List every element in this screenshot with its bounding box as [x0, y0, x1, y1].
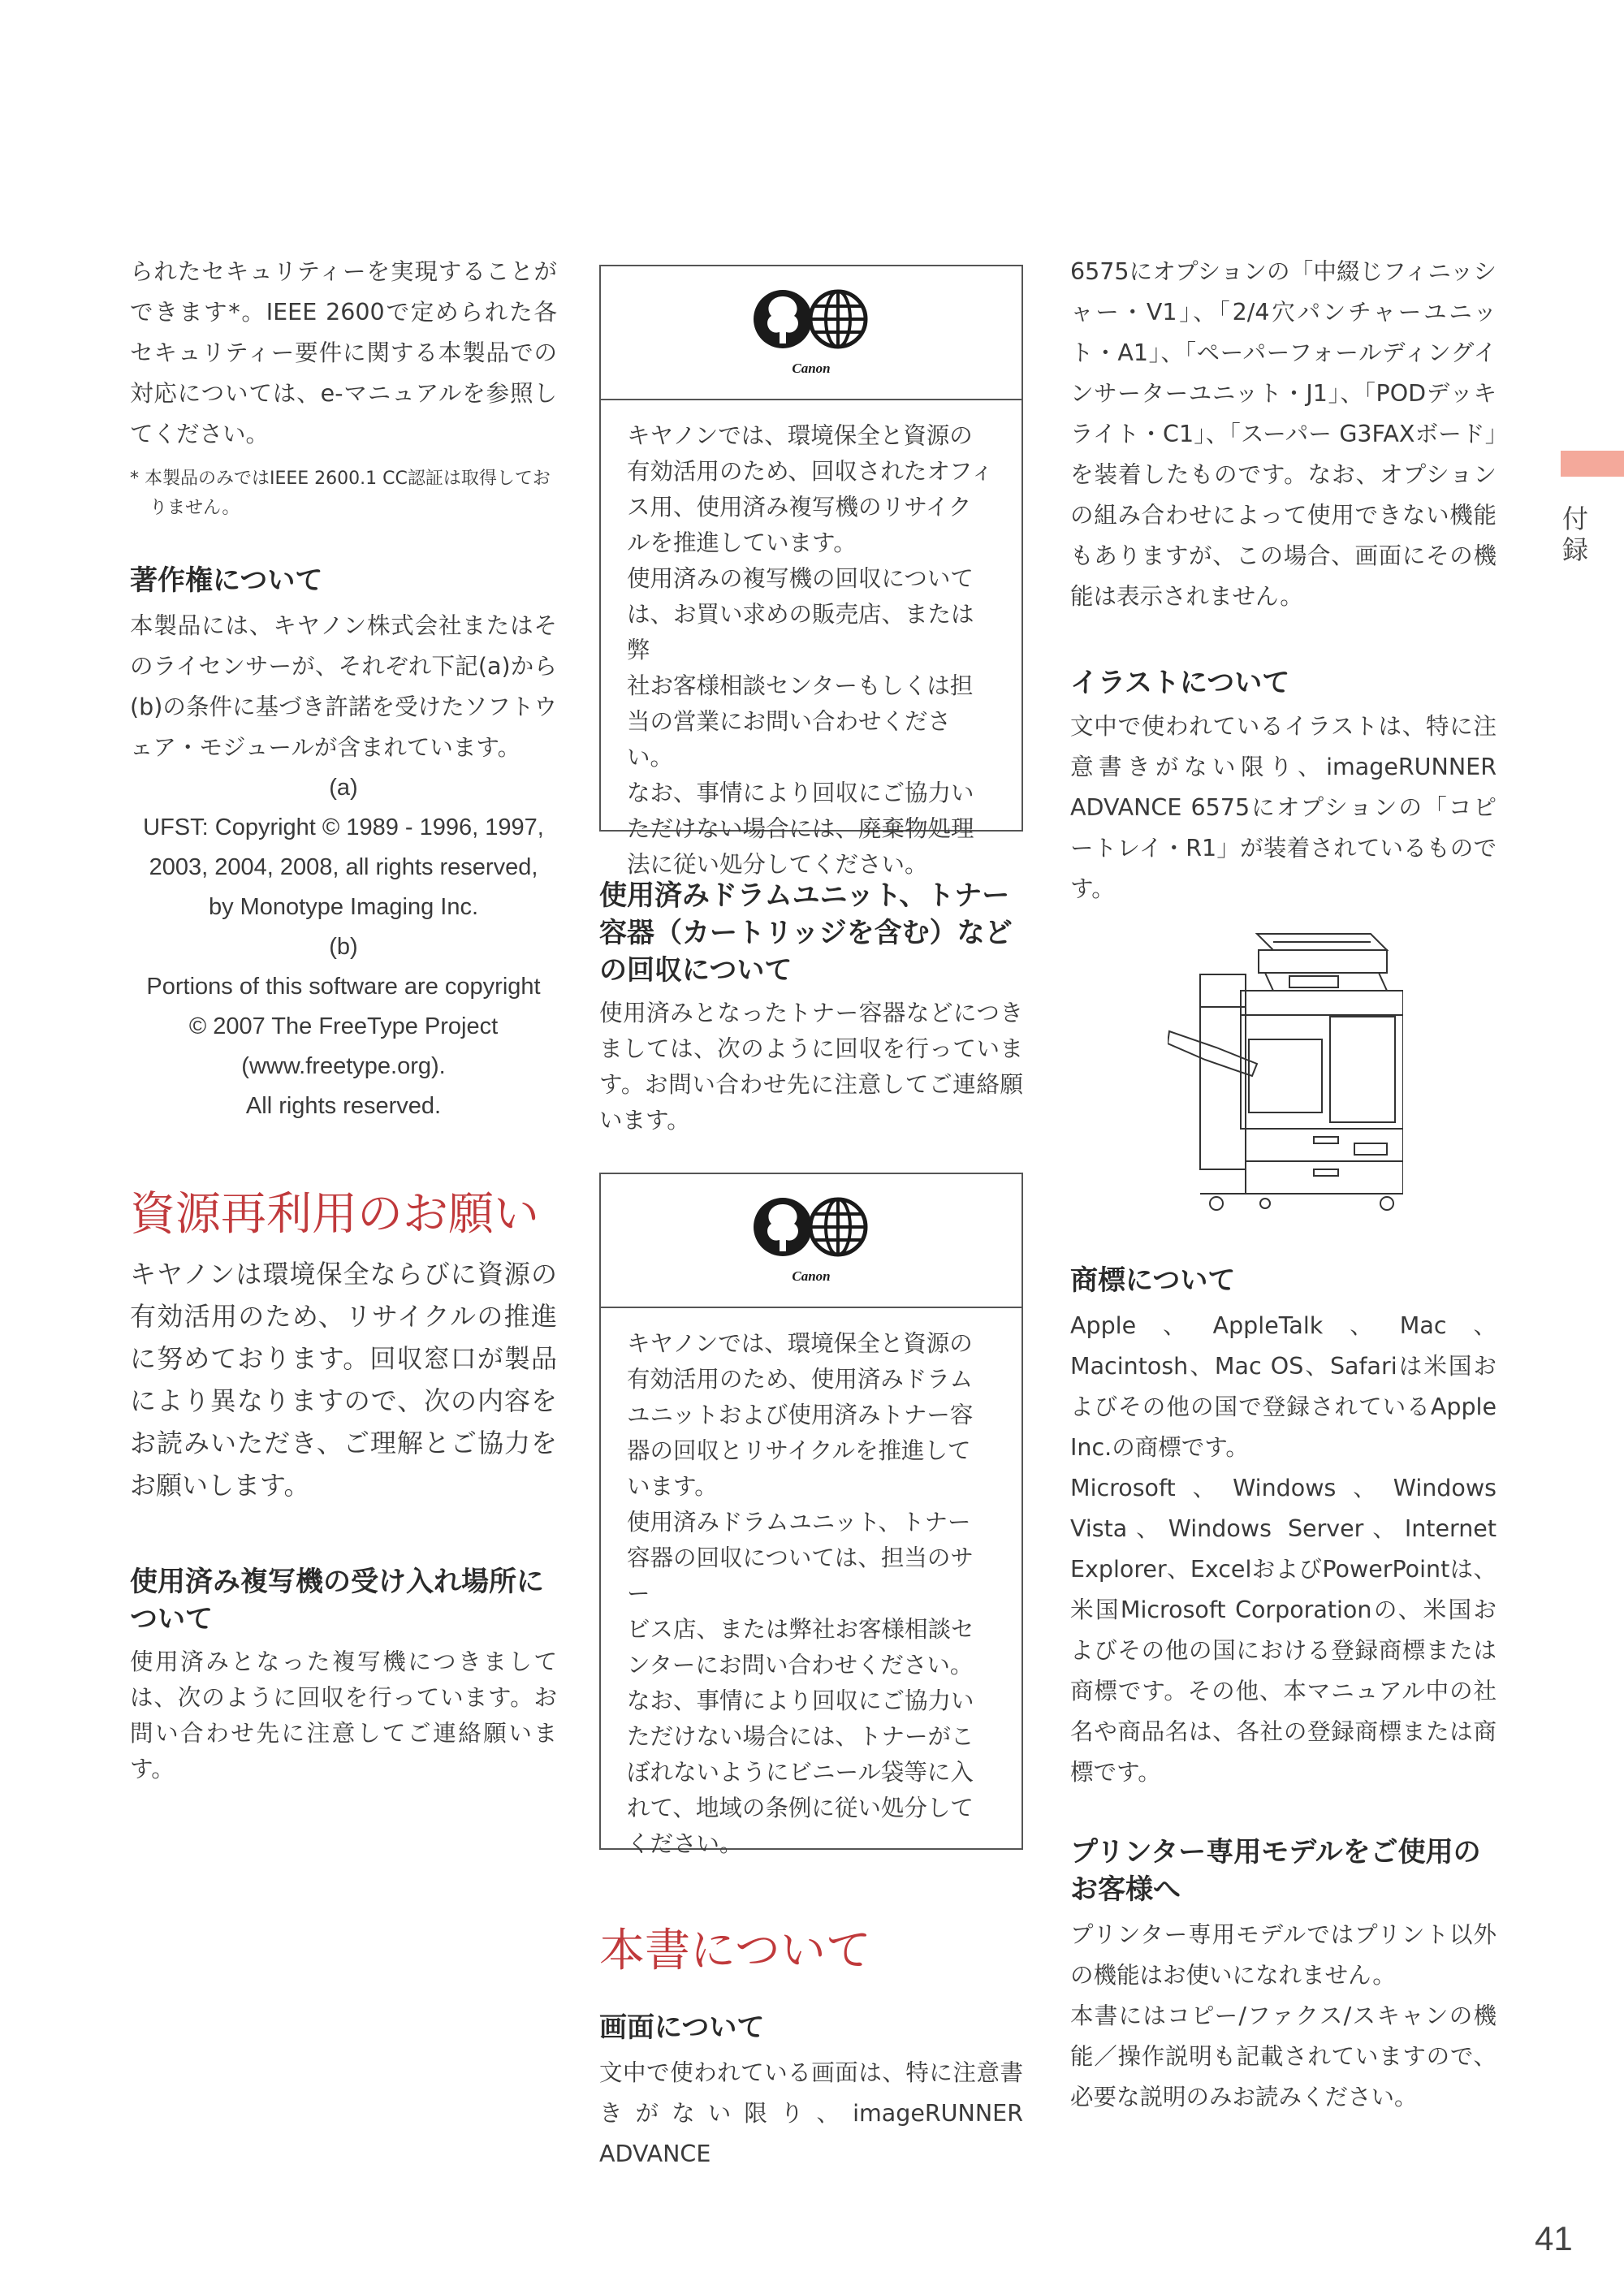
- credit-line: © 2007 The FreeType Project: [188, 1013, 499, 1039]
- appendix-tab-label: 付録: [1561, 503, 1588, 565]
- box-line: います。: [627, 1473, 718, 1500]
- copier-body: 使用済みとなった複写機につきましては、次のように回収を行っています。お問い合わせ先に注意してご連絡願います。: [130, 1648, 557, 1782]
- trademark-body-2: Microsoft、Windows、Windows Vista、Windows Server、Internet Explorer、ExcelおよびPowerPointは、米国Microsoft Corporationの、米国およびその他の国における登録商標または商標です。その他、本マニュアル中の社名や商品名は、各社の登録商標または商標です。: [1070, 1475, 1497, 1786]
- credit-line: by Monotype Imaging Inc.: [208, 894, 479, 920]
- continued-paragraph: 6575にオプションの「中綴じフィニッシャー・V1」、「2/4穴パンチャーユニット・A1」、「ペーパーフォールディングインサーターユニット・J1」、「PODデッキライト・C1」、「スーパー G3FAXボード」を装着したものです。なお、オプションの組み合わせによって使用できない機能もありますが、この場合、画面にその機能は表示されません。: [1070, 258, 1497, 610]
- box-line: なお、事情により回収にご協力い: [627, 780, 974, 806]
- box-line: キヤノンでは、環境保全と資源の: [627, 422, 973, 449]
- copier-heading: 使用済み複写機の受け入れ場所について: [130, 1566, 544, 1635]
- box-line: ください。: [627, 1830, 743, 1857]
- copyright-body: 本製品には、キヤノン株式会社またはそのライセンサーが、それぞれ下記(a)から(b)の条件に基づき許諾を受けたソフトウェア・モジュールが含まれています。: [130, 612, 557, 761]
- credits-block: [130, 768, 557, 1126]
- credit-line: (a): [329, 775, 358, 801]
- box-line: 容器の回収については、担当のサー: [627, 1544, 974, 1607]
- page-number: 41: [1535, 2219, 1573, 2257]
- drum-heading: 使用済みドラムユニット、トナー容器（カートリッジを含む）などの回収について: [599, 879, 1013, 987]
- printer-body-1: プリンター専用モデルではプリント以外の機能はお使いになれません。: [1070, 1921, 1497, 1989]
- screen-body: 文中で使われている画面は、特に注意書きがない限り、imageRUNNER ADVANCE: [599, 2059, 1023, 2167]
- box-line: ビス店、または弊社お客様相談セ: [627, 1616, 974, 1643]
- box-line: れて、地域の条例に従い処分して: [627, 1795, 974, 1821]
- credit-line: (b): [329, 934, 358, 960]
- recycle-logo-icon: [750, 1193, 872, 1289]
- credit-line: (www.freetype.org).: [241, 1053, 446, 1079]
- trademark-body-1: Apple、AppleTalk、Mac、Macintosh、Mac OS、Safariは米国およびその他の国で登録されているApple Inc.の商標です。: [1070, 1312, 1497, 1461]
- canon-eco-logo: [601, 266, 1021, 400]
- intro-paragraph: られたセキュリティーを実現することができます*。IEEE 2600で定められた各セキュリティー要件に関する本製品での対応については、e-マニュアルを参照してください。: [130, 258, 557, 447]
- recycle-title: 資源再利用のお願い: [130, 1188, 539, 1241]
- copier-illustration: [1168, 926, 1403, 1216]
- box-line: ただけない場合には、トナーがこ: [627, 1723, 974, 1750]
- canon-logo-text: Canon: [792, 1268, 831, 1284]
- box-line: 使用済みドラムユニット、トナー: [627, 1509, 971, 1536]
- copier-machine-icon: [1168, 926, 1403, 1216]
- box-line: ぼれないようにビニール袋等に入: [627, 1759, 974, 1786]
- recycle-logo-icon: [750, 285, 872, 381]
- appendix-tab-marker: [1561, 451, 1624, 477]
- trademark-heading: 商標について: [1070, 1264, 1236, 1297]
- box-line: 使用済みの複写機の回収について: [627, 565, 974, 592]
- box-line: 器の回収とリサイクルを推進して: [627, 1437, 971, 1464]
- credit-line: Portions of this software are copyright: [146, 974, 541, 1000]
- box-line: ルを推進しています。: [627, 529, 857, 556]
- box-line: 社お客様相談センターもしくは担: [627, 672, 974, 699]
- credit-line: UFST: Copyright © 1989 - 1996, 1997,: [143, 814, 544, 840]
- box2-text: [601, 1308, 1021, 1883]
- canon-eco-logo: [601, 1174, 1021, 1308]
- footnote: * 本製品のみではIEEE 2600.1 CC認証は取得しておりません。: [130, 469, 551, 518]
- canon-logo-text: Canon: [792, 360, 831, 376]
- printer-body-2: 本書にはコピー/ファクス/スキャンの機能／操作説明も記載されていますので、必要な説明のみお読みください。: [1070, 2002, 1497, 2110]
- credit-line: 2003, 2004, 2008, all rights reserved,: [149, 854, 538, 880]
- copyright-heading: 著作権について: [130, 564, 323, 597]
- box-line: キヤノンでは、環境保全と資源の: [627, 1330, 973, 1357]
- box-line: ス用、使用済み複写機のリサイク: [627, 494, 972, 521]
- box-line: は、お買い求めの販売店、または弊: [627, 601, 974, 663]
- box-line: 有効活用のため、使用済みドラム: [627, 1366, 974, 1393]
- printer-heading: プリンター専用モデルをご使用のお客様へ: [1070, 1836, 1481, 1906]
- drum-body: 使用済みとなったトナー容器などにつきましては、次のように回収を行っています。お問い合わせ先に注意してご連絡願います。: [599, 1000, 1023, 1134]
- box-line: なお、事情により回収にご協力い: [627, 1687, 974, 1714]
- column-left: [130, 252, 557, 1787]
- about-title: 本書について: [599, 1925, 871, 1977]
- column-middle: [599, 265, 1023, 2175]
- box-line: 有効活用のため、回収されたオフィ: [627, 458, 994, 485]
- illust-body: 文中で使われているイラストは、特に注意書きがない限り、imageRUNNER ADVANCE 6575にオプションの「コピートレイ・R1」が装着されているものです。: [1070, 713, 1497, 902]
- column-right: [1070, 252, 1497, 2118]
- recycle-body: キヤノンは環境保全ならびに資源の有効活用のため、リサイクルの推進に努めております。回収窓口が製品により異なりますので、次の内容をお読みいただき、ご理解とご協力をお願いします。: [130, 1259, 557, 1501]
- recycle-box-copier: [599, 265, 1023, 878]
- recycle-box-toner: [599, 1173, 1023, 1857]
- credit-line: All rights reserved.: [245, 1093, 442, 1119]
- screen-heading: 画面について: [599, 2011, 765, 2044]
- box-line: ユニットおよび使用済みトナー容: [627, 1402, 974, 1428]
- box-line: ただけない場合には、廃棄物処理: [627, 815, 974, 842]
- illust-heading: イラストについて: [1070, 667, 1290, 699]
- box-line: 法に従い処分してください。: [627, 851, 928, 878]
- box-line: 当の営業にお問い合わせください。: [627, 708, 952, 771]
- box1-text: [601, 400, 1021, 904]
- box-line: ンターにお問い合わせください。: [627, 1652, 974, 1678]
